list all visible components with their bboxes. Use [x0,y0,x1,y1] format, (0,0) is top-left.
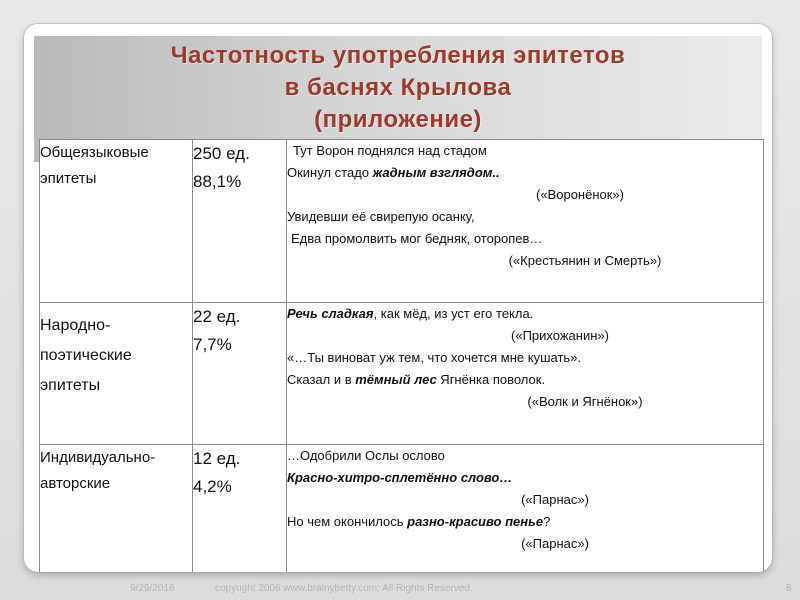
footer-date: 9/29/2016 [130,583,175,594]
title-line-1: Частотность употребления эпитетов [170,42,626,69]
citation: («Парнас») [521,536,589,551]
examples-cell: …Одобрили Ослы ослово Красно-хитро-сплетённо слово… («Парнас») Но чем окончилось разно-красиво пенье? («Парнас») [287,445,764,573]
citation: («Волк и Ягнёнок») [527,394,643,409]
stat-cell [193,303,287,445]
count-value: 22 ед. [193,307,241,326]
stat-cell [193,140,287,303]
table-row [40,303,764,445]
count-value: 12 ед. [193,449,241,468]
citation: («Воронёнок») [536,187,624,202]
category-cell: Индивидуально- авторские [40,445,193,573]
citation: («Прихожанин») [511,328,609,343]
percent-value: 7,7% [193,335,232,354]
footer-copyright: copyright 2006 www.brainybetty.com; All Rights Reserved. [215,583,473,594]
category-cell: Народно- поэтические эпитеты [40,303,193,445]
category-cell: Общеязыковые эпитеты [40,140,193,303]
slide-title [34,40,762,136]
count-value: 250 ед. [193,144,250,163]
percent-value: 4,2% [193,477,232,496]
table-row [40,445,764,573]
stat-cell [193,445,287,573]
slide [24,24,772,572]
citation: («Крестьянин и Смерть») [508,253,662,268]
table-row [40,140,764,303]
examples-cell: Речь сладкая, как мёд, из уст его текла. («Прихожанин») «…Ты виноват уж тем, что хочется мне кушать». Сказал и в тёмный лес Ягнёнка поволок. («Волк и Ягнёнок») [287,303,764,445]
epithets-table [39,139,764,572]
title-line-3: (приложение) [314,106,482,133]
examples-cell: Тут Ворон поднялся над стадом Окинул стадо жадным взглядом.. («Воронёнок») Увидевши её свирепую осанку, Едва промолвить мог бедняк, оторопев… («Крестьянин и Смерть») [287,140,764,303]
title-line-2: в баснях Крылова [284,74,512,101]
percent-value: 88,1% [193,172,242,191]
citation: («Парнас») [521,492,589,507]
footer-page-number: 8 [786,583,792,594]
